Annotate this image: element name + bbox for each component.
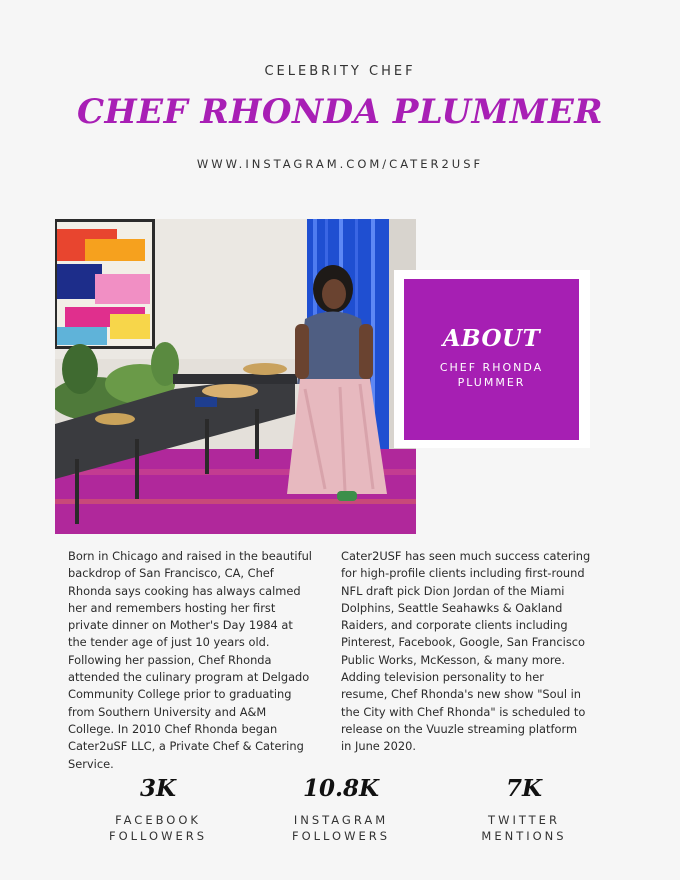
stat-label-line2: FOLLOWERS xyxy=(291,829,391,843)
stat-instagram xyxy=(251,774,431,844)
about-subtitle xyxy=(404,360,579,390)
stat-label-line1: TWITTER xyxy=(488,813,560,827)
stat-label-line2: MENTIONS xyxy=(481,829,567,843)
page-title: CHEF RHONDA PLUMMER xyxy=(76,92,604,132)
chef-photo xyxy=(55,219,416,534)
about-heading: ABOUT xyxy=(442,325,541,352)
about-subtitle-line2: PLUMMER xyxy=(457,376,526,389)
stat-label xyxy=(251,812,431,844)
stat-label xyxy=(68,812,248,844)
stat-label-line2: FOLLOWERS xyxy=(108,829,208,843)
stat-label-line1: INSTAGRAM xyxy=(293,813,389,827)
eyebrow-label: CELEBRITY CHEF xyxy=(264,64,416,79)
instagram-url[interactable]: WWW.INSTAGRAM.COM/CATER2USF xyxy=(196,157,484,171)
about-panel xyxy=(404,279,579,440)
stat-facebook xyxy=(68,774,248,844)
bio-paragraph-left: Born in Chicago and raised in the beautiful backdrop of San Francisco, CA, Chef Rhonda says cooking has always calmed her and remembers hosting her first private dinner on Mother's Day 1984 at the tender age of just 10 years old. Following her passion, Chef Rhonda attended the culinary program at Delgado Community College prior to graduating from Southern University and A&M College. In 2010 Chef Rhonda began Cater2uSF LLC, a Private Chef & Catering Service. xyxy=(68,549,312,771)
stat-value: 7K xyxy=(506,775,542,802)
bio-paragraph-right: Cater2USF has seen much success catering for high-profile clients including first-round NFL draft pick Dion Jordan of the Miami Dolphins, Seattle Seahawks & Oakland Raiders, and corporate clients including Pinterest, Facebook, Google, San Francisco Public Works, McKesson, & many more. Adding television personality to her resume, Chef Rhonda's new show "Soul in the City with Chef Rhonda" is scheduled to release on the Vuuzle streaming platform in June 2020. xyxy=(341,549,591,754)
about-subtitle-line1: CHEF RHONDA xyxy=(439,361,544,374)
stat-value: 10.8K xyxy=(302,775,379,802)
stat-label-line1: FACEBOOK xyxy=(115,813,201,827)
stat-value: 3K xyxy=(140,775,176,802)
abstract-painting xyxy=(55,219,155,349)
stat-twitter xyxy=(434,774,614,844)
stat-label xyxy=(434,812,614,844)
chef-photo-illustration xyxy=(55,219,416,534)
